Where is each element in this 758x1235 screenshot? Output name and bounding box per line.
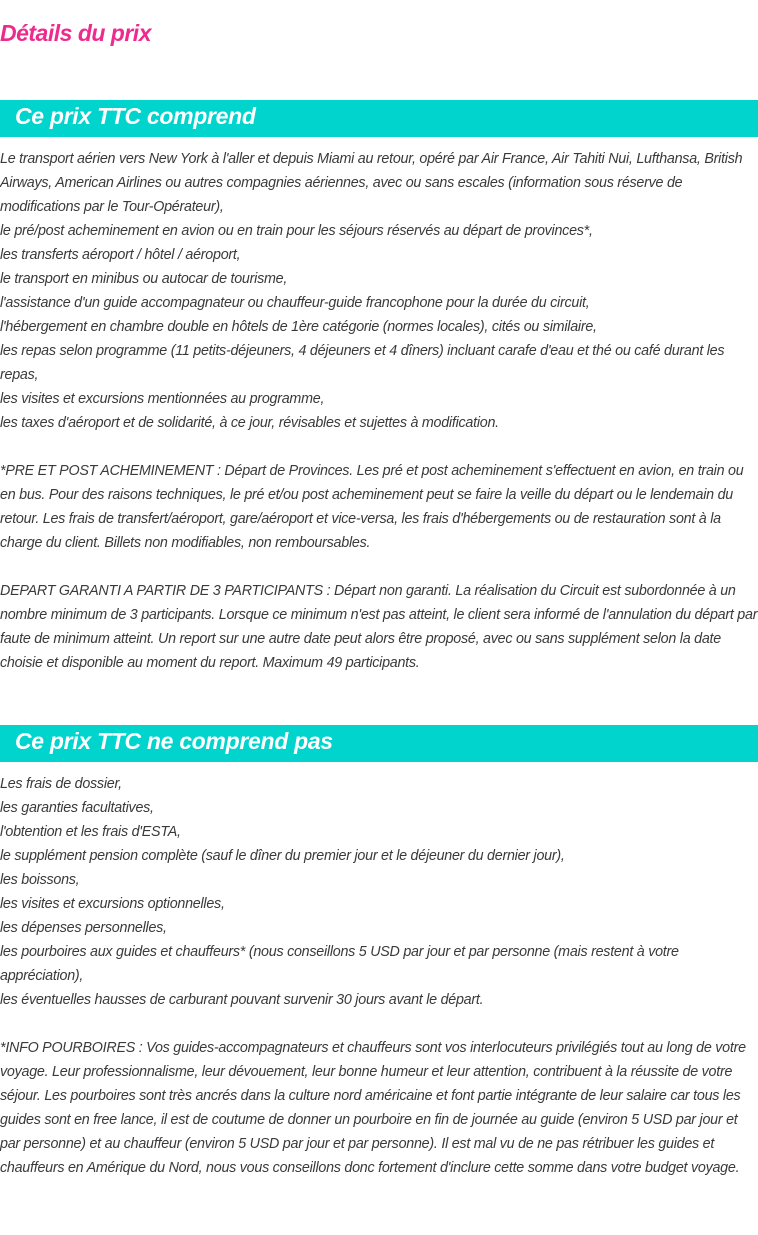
excluded-item: les dépenses personnelles, xyxy=(0,920,167,936)
excluded-item: les visites et excursions optionnelles, xyxy=(0,896,225,912)
excluded-item: l'obtention et les frais d'ESTA, xyxy=(0,824,181,840)
excluded-item: les éventuelles hausses de carburant pouvant survenir 30 jours avant le départ. xyxy=(0,992,484,1008)
included-heading: Ce prix TTC comprend xyxy=(15,103,256,129)
included-item: Le transport aérien vers New York à l'aller et depuis Miami au retour, opéré par Air France, Air Tahiti Nui, Lufthansa, British Airways, American Airlines ou autres compagnies aériennes, avec ou sans escales (information sous réserve de modifications par le Tour-Opérateur), xyxy=(0,151,743,215)
included-item: l'hébergement en chambre double en hôtels de 1ère catégorie (normes locales), cités ou similaire, xyxy=(0,319,597,335)
included-list xyxy=(0,147,758,675)
depart-garanti-note: DEPART GARANTI A PARTIR DE 3 PARTICIPANTS : Départ non garanti. La réalisation du Circuit est subordonnée à un nombre minimum de 3 participants. Lorsque ce minimum n'est pas atteint, le client sera informé de l'annulation du départ par faute de minimum atteint. Un report sur une autre date peut alors être proposé, avec ou sans supplément selon la date choisie et disponible au moment du report. Maximum 49 participants. xyxy=(0,583,758,671)
excluded-section-header xyxy=(0,725,758,762)
excluded-heading: Ce prix TTC ne comprend pas xyxy=(15,728,333,754)
excluded-list xyxy=(0,772,758,1180)
included-item: le transport en minibus ou autocar de tourisme, xyxy=(0,271,288,287)
page-title: Détails du prix xyxy=(0,20,151,46)
included-item: les taxes d'aéroport et de solidarité, à ce jour, révisables et sujettes à modification. xyxy=(0,415,499,431)
excluded-item: les boissons, xyxy=(0,872,80,888)
included-section-header xyxy=(0,100,758,137)
included-item: les repas selon programme (11 petits-déjeuners, 4 déjeuners et 4 dîners) incluant carafe d'eau et thé ou café durant les repas, xyxy=(0,343,725,383)
included-item: les transferts aéroport / hôtel / aéroport, xyxy=(0,247,241,263)
included-item: les visites et excursions mentionnées au programme, xyxy=(0,391,325,407)
excluded-item: les pourboires aux guides et chauffeurs* (nous conseillons 5 USD par jour et par personne (mais restent à votre appréciation), xyxy=(0,944,679,984)
excluded-item: Les frais de dossier, xyxy=(0,776,122,792)
acheminement-note: *PRE ET POST ACHEMINEMENT : Départ de Provinces. Les pré et post acheminement s'effectuent en avion, en train ou en bus. Pour des raisons techniques, le pré et/ou post acheminement peut se faire la veille du départ ou le lendemain du retour. Les frais de transfert/aéroport, gare/aéroport et vice-versa, les frais d'hébergements ou de restauration sont à la charge du client. Billets non modifiables, non remboursables. xyxy=(0,463,744,551)
pourboires-note: *INFO POURBOIRES : Vos guides-accompagnateurs et chauffeurs sont vos interlocuteurs privilégiés tout au long de votre voyage. Leur professionnalisme, leur dévouement, leur bonne humeur et leur attention, contribuent à la réussite de votre séjour. Les pourboires sont très ancrés dans la culture nord américaine et font partie intégrante de leur salaire car tous les guides sont en free lance, il est de coutume de donner un pourboire en fin de journée au guide (environ 5 USD par jour et par personne) et au chauffeur (environ 5 USD par jour et par personne). Il est mal vu de ne pas rétribuer les guides et chauffeurs en Amérique du Nord, nous vous conseillons donc fortement d'inclure cette somme dans votre budget voyage. xyxy=(0,1040,746,1176)
excluded-item: les garanties facultatives, xyxy=(0,800,154,816)
included-item: l'assistance d'un guide accompagnateur ou chauffeur-guide francophone pour la durée du circuit, xyxy=(0,295,590,311)
excluded-item: le supplément pension complète (sauf le dîner du premier jour et le déjeuner du dernier jour), xyxy=(0,848,565,864)
included-item: le pré/post acheminement en avion ou en train pour les séjours réservés au départ de provinces*, xyxy=(0,223,593,239)
